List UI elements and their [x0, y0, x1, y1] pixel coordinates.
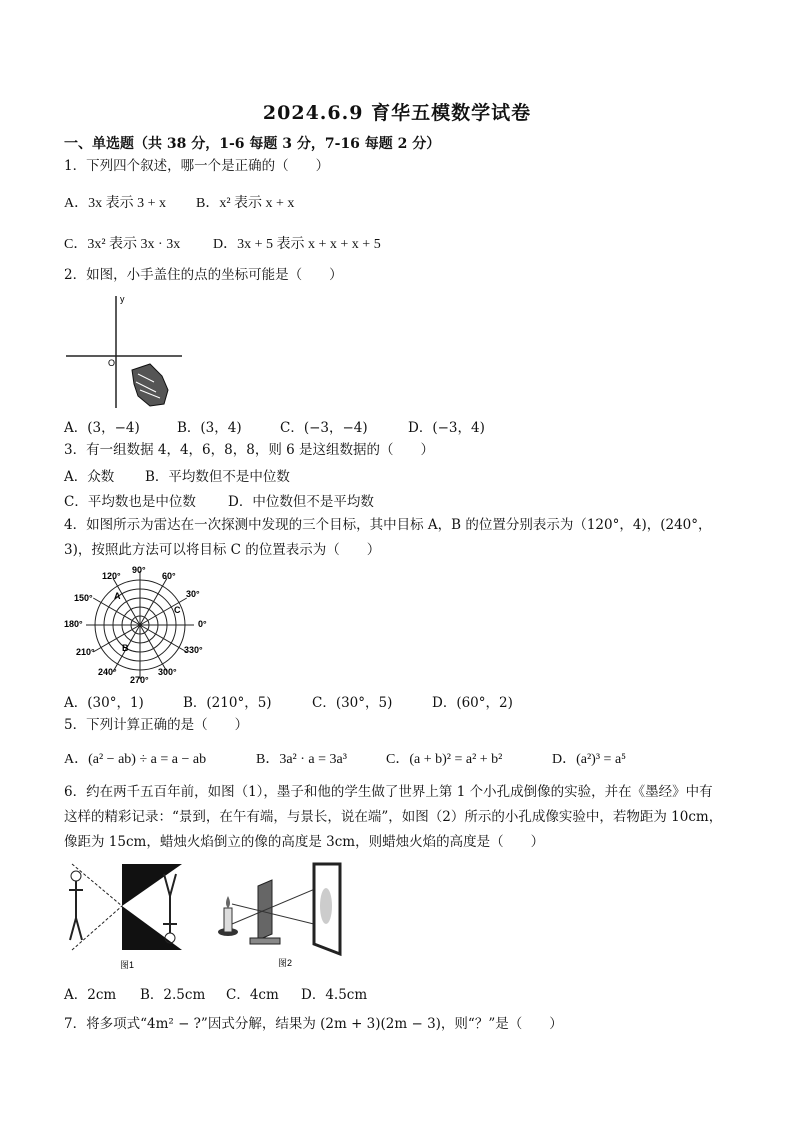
- radar-ray: [140, 625, 167, 672]
- radar-target-a: A: [114, 591, 121, 601]
- radar-label-210: 210°: [76, 647, 95, 657]
- question-5-option-d: D．(a²)³ = a⁵: [552, 752, 627, 767]
- origin-label: O: [108, 358, 116, 368]
- radar-ray: [140, 578, 167, 625]
- radar-target-c: C: [174, 605, 181, 615]
- question-6-option-c: C．4cm: [226, 987, 279, 1003]
- question-5-option-c: C．(a + b)² = a² + b²: [386, 752, 503, 767]
- radar-label-30: 30°: [186, 589, 200, 599]
- question-3-option-d: D．中位数但不是平均数: [228, 494, 374, 510]
- person-figure: [69, 871, 83, 940]
- radar-ray: [93, 598, 140, 625]
- question-6-option-b: B．2.5cm: [140, 987, 206, 1003]
- radar-label-270: 270°: [130, 675, 149, 685]
- radar-target-b: B: [122, 643, 129, 653]
- pinhole-figure-1: [64, 860, 189, 972]
- question-3-option-c: C．平均数也是中位数: [64, 494, 196, 510]
- candle-icon: [218, 896, 238, 936]
- question-7-stem: 7．将多项式“4m² − ?”因式分解，结果为 (2m + 3)(2m − 3)，则“？”是（ ）: [64, 1016, 563, 1032]
- question-5-option-b: B．3a² · a = 3a³: [256, 752, 347, 767]
- question-5-stem: 5．下列计算正确的是（ ）: [64, 717, 249, 733]
- question-1-option-a: A．3x 表示 3 + x: [64, 196, 167, 211]
- question-4-stem-line2: 3)，按照此方法可以将目标 C 的位置表示为（ ）: [64, 542, 381, 558]
- radar-label-90: 90°: [132, 565, 146, 575]
- question-3-stem: 3．有一组数据 4，4，6，8，8，则 6 是这组数据的（ ）: [64, 442, 434, 458]
- question-4-option-b: B．(210°，5): [183, 695, 272, 711]
- radar-figure: [62, 565, 222, 685]
- question-4-option-d: D．(60°，2): [432, 695, 513, 711]
- question-6-stem-line3: 像距为 15cm，蜡烛火焰倒立的像的高度是 3cm，则蜡烛火焰的高度是（ ）: [64, 834, 545, 850]
- radar-label-240: 240°: [98, 667, 117, 677]
- figure-2-caption: 图2: [278, 958, 293, 968]
- question-2-stem: 2．如图，小手盖住的点的坐标可能是（ ）: [64, 267, 343, 283]
- figure-1-caption: 图1: [120, 960, 135, 970]
- hand-icon: [132, 364, 168, 406]
- question-3-option-a: A．众数: [64, 469, 115, 485]
- projection-screen: [314, 864, 340, 954]
- radar-label-150: 150°: [74, 593, 93, 603]
- question-1-stem: 1．下列四个叙述，哪一个是正确的（ ）: [64, 158, 330, 174]
- radar-label-180: 180°: [64, 619, 83, 629]
- section-heading: 一、单选题（共 38 分，1-6 每题 3 分，7-16 每题 2 分）: [64, 136, 441, 152]
- radar-label-0: 0°: [198, 619, 207, 629]
- projection-ray-1: [232, 904, 322, 926]
- y-axis-label: y: [120, 294, 125, 304]
- question-4-option-c: C．(30°，5): [312, 695, 393, 711]
- ray-top: [72, 864, 122, 906]
- question-4-stem-line1: 4．如图所示为雷达在一次探测中发现的三个目标，其中目标 A，B 的位置分别表示为（120°，4)，(240°，: [64, 517, 712, 533]
- question-2-option-b: B．(3，4): [177, 420, 242, 436]
- question-2-figure: [64, 290, 186, 410]
- question-6-stem-line2: 这样的精彩记录：“景到，在午有端，与景长，说在端”，如图（2）所示的小孔成像实验中，若物距为 10cm，: [64, 809, 723, 825]
- radar-label-60: 60°: [162, 571, 176, 581]
- radar-label-120: 120°: [102, 571, 121, 581]
- radar-ray: [140, 625, 187, 652]
- projection-ray-2: [232, 886, 322, 924]
- question-6-stem-line1: 6．约在两千五百年前，如图（1），墨子和他的学生做了世界上第 1 个小孔成倒像的实验，并在《墨经》中有: [64, 784, 713, 800]
- question-3-option-b: B．平均数但不是中位数: [145, 469, 290, 485]
- question-2-option-c: C．(−3，−4): [280, 420, 368, 436]
- question-1-option-b: B．x² 表示 x + x: [196, 196, 295, 211]
- question-1-option-c: C．3x² 表示 3x · 3x: [64, 237, 181, 252]
- question-4-option-a: A．(30°，1): [64, 695, 144, 711]
- question-2-option-a: A．(3，−4): [64, 420, 140, 436]
- page-title: 2024.6.9 育华五模数学试卷: [262, 102, 532, 124]
- question-6-option-a: A．2cm: [64, 987, 117, 1003]
- radar-ray: [93, 625, 140, 652]
- question-2-option-d: D．(−3，4): [408, 420, 485, 436]
- radar-ray: [113, 578, 140, 625]
- question-5-option-a: A．(a² − ab) ÷ a = a − ab: [64, 752, 207, 767]
- pinhole-figure-2: [210, 860, 350, 972]
- question-1-option-d: D．3x + 5 表示 x + x + x + 5: [213, 237, 381, 252]
- radar-label-300: 300°: [158, 667, 177, 677]
- question-6-option-d: D．4.5cm: [301, 987, 368, 1003]
- radar-label-330: 330°: [184, 645, 203, 655]
